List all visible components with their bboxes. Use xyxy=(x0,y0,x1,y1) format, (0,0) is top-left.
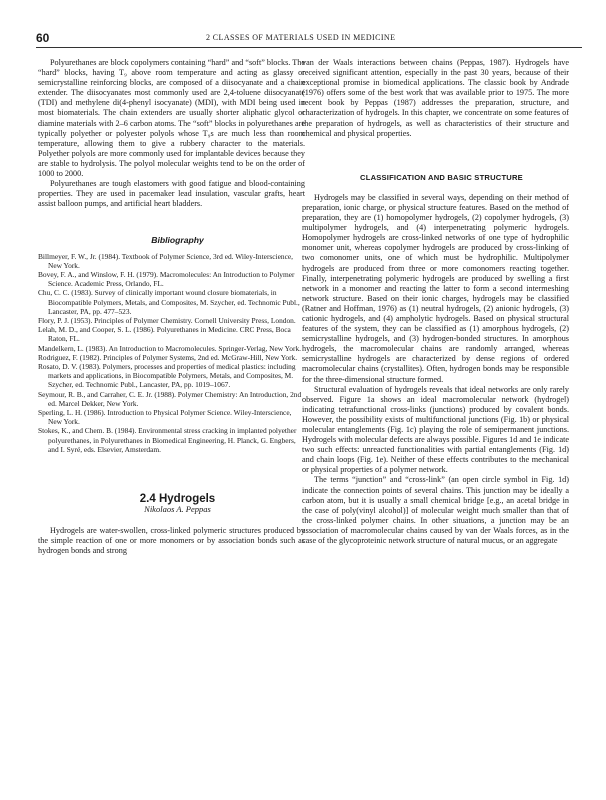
reference-item: Rodriguez, F. (1982). Principles of Polymer Systems, 2nd ed. McGraw-Hill, New York. xyxy=(38,352,298,362)
classification-paragraph: Hydrogels may be classified in several ways, depending on their method of preparation, ionic charge, or physical structure features. Based on the method of preparation, they are (1) homopolymer hydrogels, (2) copolymer hydrogels, (3) multipolymer hydrogels, and (4) interpenetrating polymeric hydrogels. Homopolymer hydrogels are cross-linked networks of one type of hydrophilic monomer unit, whereas copolymer hydrogels are produced by cross-linking of two comonomer units, one of which must be hydrophilic. Multipolymer hydrogels are produced from three or more comonomers reacting together. Finally, interpenetrating polymeric hydrogels are produced by swelling a first network in a monomer and reacting the latter to form a second intermeshing network structure. Based on their ionic charges, hydrogels may be classified (Ratner and Hoffman, 1976) as (1) neutral hydrogels, (2) anionic hydrogels, (3) cationic hydrogels, and (4) ampholytic hydrogels. Based on physical structural features of the system, they can be classified as (1) amorphous hydrogels, (2) semicrystalline hydrogels, and (3) hydrogen-bonded structures. In amorphous hydrogels, the macromolecular chains are randomly arranged, whereas semicrystalline hydrogels are characterized by dense regions of ordered macromolecular chains (crystallites). Often, hydrogen bonds may be responsible for the three-dimensional structure formed. xyxy=(302,192,569,384)
reference-list xyxy=(38,252,305,454)
hydrogel-continued-paragraph: van der Waals interactions between chains (Peppas, 1987). Hydrogels have received significant attention, especially in the past 30 years, because of their exceptional promise in biomedical applications. The classic book by Andrade (1976) offers some of the best work that was available prior to 1975. The more recent book by Peppas (1987) addresses the preparation, structure, and characterization of hydrogels. In this chapter, we concentrate on some features of the preparation of hydrogels, as well as characteristics of their structure and chemical and physical properties. xyxy=(302,58,569,138)
structure-paragraph: Structural evaluation of hydrogels reveals that ideal networks are only rarely observed. Figure 1a shows an ideal macromolecular network (hydrogel) indicating tetrafunctional cross-links (junctions) produced by covalent bonds. However, the possibility exists of multifunctional junctions (Fig. 1b) or physical molecular entanglements (Fig. 1c) playing the role of semipermanent junctions. Hydrogels with molecular defects are always possible. Figures 1d and 1e indicate two such effects: unreacted functionalities with partial entanglements (Fig. 1d) and chain loops (Fig. 1e). Neither of these effects contributes to the mechanical or physical properties of a polymer network. xyxy=(302,384,569,475)
reference-item: Mandelkern, L. (1983). An Introduction to Macromolecules. Springer-Verlag, New York. xyxy=(38,343,301,353)
junction-paragraph: The terms “junction” and “cross-link” (an open circle symbol in Fig. 1d) indicate the connection points of several chains. This junction may be ideally a carbon atom, but it is usually a small chemical bridge [e.g., an acetal bridge in the case of poly(vinyl alcohol)] of molecular weight much smaller than that of the cross-linked polymer chains. In other situations, a junction may be an association of macromolecular chains caused by van der Waals forces, as in the case of the glycoproteinic network structure of natural mucus, or an aggregate xyxy=(302,475,569,546)
reference-item: Sperling, L. H. (1986). Introduction to Physical Polymer Science. Wiley-Interscience, New York. xyxy=(38,407,292,427)
polyurethane-paragraph-2: Polyurethanes are tough elastomers with good fatigue and blood-containing properties. They are used in pacemaker lead insulation, vascular grafts, heart assist balloon pumps, and artificial heart bladders. xyxy=(38,179,305,209)
running-head: 2 CLASSES OF MATERIALS USED IN MEDICINE xyxy=(206,33,396,42)
page-number: 60 xyxy=(36,31,50,45)
section-author: Nikolaos A. Peppas xyxy=(144,504,211,515)
classification-heading: CLASSIFICATION AND BASIC STRUCTURE xyxy=(360,172,523,182)
hydrogel-intro-paragraph: Hydrogels are water-swollen, cross-linked polymeric structures produced by the simple reaction of one or more monomers or by association bonds such as hydrogen bonds and strong xyxy=(38,526,305,556)
reference-item: Rosato, D. V. (1983). Polymers, processes and properties of medical plastics: including markets and applications, in Biocompatible Polymers, Metals, and Composites, M. Szycher, ed. Technomic Publ., Lancaster, PA, pp. 1019–1067. xyxy=(38,361,296,390)
reference-item: Billmeyer, F. W., Jr. (1984). Textbook of Polymer Science, 3rd ed. Wiley-Interscience, New York. xyxy=(38,251,293,270)
right-column xyxy=(302,58,569,546)
reference-item: Lelah, M. D., and Cooper, S. L. (1986). Polyurethanes in Medicine. CRC Press, Boca Raton, FL. xyxy=(38,325,291,344)
section-title: 2.4 Hydrogels xyxy=(139,492,216,505)
reference-item: Seymour, R. B., and Carraher, C. E. Jr. (1988). Polymer Chemistry: An Introduction, 2nd ed. Marcel Dekker, New York. xyxy=(38,389,302,408)
page-header xyxy=(36,33,582,48)
left-column xyxy=(38,58,305,556)
reference-item: Bovey, F. A., and Winslow, F. H. (1979). Macromolecules: An Introduction to Polymer Science. Academic Press, Orlando, FL. xyxy=(38,269,295,289)
reference-item: Flory, P. J. (1953). Principles of Polymer Chemistry. Cornell University Press, London. xyxy=(38,315,296,325)
polyurethane-paragraph-1: Polyurethanes are block copolymers containing “hard” and “soft” blocks. The “hard” blocks, having T₉ above room temperature and acting as glassy or semicrystalline reinforcing blocks, are composed of a diisocyanate and a chain extender. The diisocyanates most commonly used are 2,4-toluene diisocyanate (TDI) and methylene di(4-phenyl isocyanate) (MDI), with MDI being used in most biomaterials. The chain extenders are usually shorter aliphatic glycol or diamine materials with 2–6 carbon atoms. The “soft” blocks in polyurethanes are typically polyether or polyester polyols whose T₉s are much less than room temperature, allowing them to give a rubbery character to the materials. Polyether polyols are more commonly used for implantable devices because they are stable to hydrolysis. The polyol molecular weights tend to be on the order of 1000 to 2000. xyxy=(38,58,305,179)
reference-item: Chu, C. C. (1983). Survey of clinically important wound closure biomaterials, in Biocompatible Polymers, Metals, and Composites, M. Szycher, ed. Technomic Publ., Lancaster, PA, pp. 477–523. xyxy=(38,288,300,316)
reference-item: Stokes, K., and Chem. B. (1984). Environmental stress cracking in implanted polyether polyurethanes, in Polyurethanes in Biomedical Engineering, H. Planck, G. Engbers, and I. Syré, eds. Elsevier, Amsterdam. xyxy=(38,426,297,454)
bibliography-heading: Bibliography xyxy=(151,235,204,246)
